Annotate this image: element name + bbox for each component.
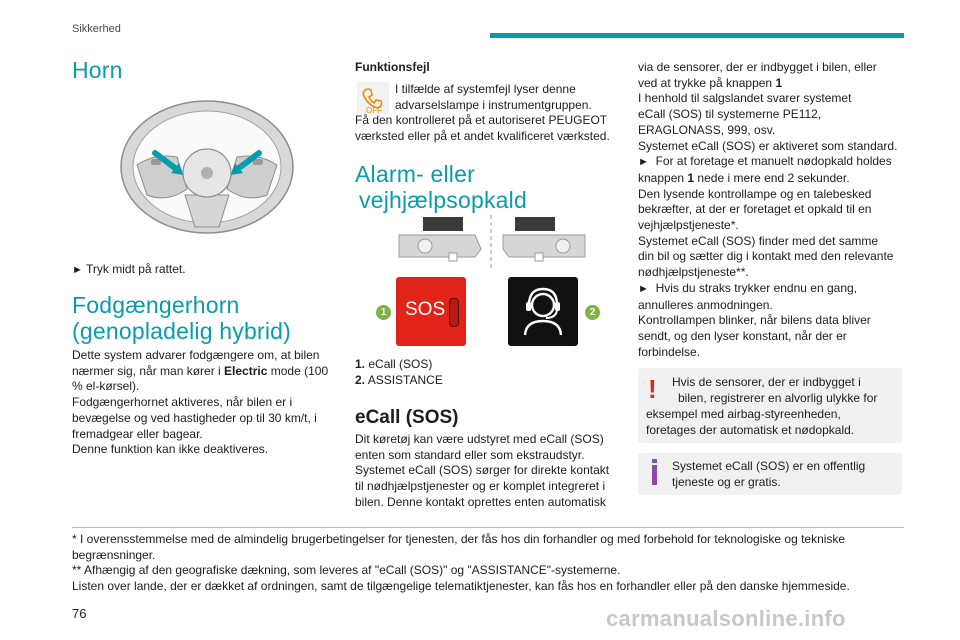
fault-title: Funktionsfejl: [355, 60, 430, 74]
sos-indicator-lamp: [449, 298, 459, 327]
sos-button-illustration: SOS: [396, 277, 466, 346]
alarm-title: Alarm- eller vejhjælpsopkald: [355, 161, 527, 213]
badge-1: 1: [376, 305, 391, 320]
pedestrian-horn-title: Fodgængerhorn (genopladelig hybrid): [72, 292, 292, 344]
info-note: Systemet eCall (SOS) er en offentlig tjeneste og er gratis.: [638, 453, 902, 495]
page-number: 76: [72, 606, 87, 621]
svg-text:OFF: OFF: [366, 106, 382, 114]
ecall-fault-warning-icon: [357, 82, 389, 114]
footnotes: * I overensstemmelse med de almindelig brugerbetingelser for tjenesten, der fås hos din forhandler og med forbehold for teknologiske og tekniske begrænsninger. ** Afhængig af den geografiske dækning, som leveres af "eCall (SOS)" og "ASSISTANCE"-systemerne. Listen over lande, der er dækket af ordningen, samt de tilgængelige telematiktjenester, kan fås hos en forhandler eller på den danske hjemmeside.: [72, 532, 850, 594]
footnote-divider: [72, 527, 904, 528]
info-icon: [652, 465, 657, 485]
list-item: 2. ASSISTANCE: [355, 372, 443, 387]
ceiling-console-illustration: [395, 213, 590, 271]
arrow-bullet-icon: ►: [638, 156, 649, 169]
assistance-button-illustration: [508, 277, 578, 346]
badge-2: 2: [585, 305, 600, 320]
arrow-bullet-icon: ►: [638, 282, 649, 295]
steering-wheel-illustration: [115, 95, 300, 235]
ecall-body-continued: via de sensorer, der er indbygget i bilen, eller ved at trykke på knappen 1 I henhold til salgslandet svarer systemet eCall (SOS) til systemerne PE112, ERAGLONASS, 999, osv. Systemet eCall (SOS) er aktiveret som standard. ► For at foretage et manuelt nødopkald holdes knappen 1 nede i mere end 2 sekunder. Den lysende kontrollampe og en talebesked bekræfter, at der er foretaget et opkald til en vejhjælpstjeneste*. Systemet eCall (SOS) finder med det samme din bil og sætter dig i kontakt med den relevante nødhjælpstjeneste**. ► Hvis du straks trykker endnu en gang, annulleres anmodningen. Kontrollampen blinker, når bilens data bliver sendt, og den lyser konstant, når der er forbindelse.: [638, 60, 898, 359]
assistance-headset-icon: [508, 277, 578, 346]
list-item: 1. eCall (SOS): [355, 357, 433, 371]
header-accent-bar: [490, 33, 904, 38]
section-header: Sikkerhed: [72, 23, 121, 35]
ecall-body: Dit køretøj kan være udstyret med eCall (SOS) enten som standard eller som ekstraudstyr. Systemet eCall (SOS) sørger for direkte kontakt til nødhjælpstjenester og er komplet integreret i bilen. Denne kontakt oprettes enten automatisk: [355, 432, 610, 509]
watermark: carmanualsonline.info: [606, 606, 846, 631]
exclamation-warning-icon: !: [648, 374, 657, 404]
button-legend-list: [355, 357, 623, 388]
pedestrian-horn-body: Dette system advarer fodgængere om, at bilen nærmer sig, når man kører i Electric mode (100 % el-kørsel). Fodgængerhornet aktiveres, når bilen er i bevægelse og ved hastigheder op til 30 km/t, i fremadgear eller bagear. Denne funktion kan ikke deaktiveres.: [72, 348, 329, 457]
fault-text: Få den kontrolleret på et autoriseret PEUGEOT værksted eller på et andet kvalificeret værksted.: [355, 113, 610, 143]
horn-instruction: ► Tryk midt på rattet.: [72, 262, 186, 276]
ecall-title: eCall (SOS): [355, 407, 459, 428]
warning-note: ! Hvis de sensorer, der er indbygget i bilen, registrerer en alvorlig ulykke for eksempel med airbag-styreenheden, foretages der automatisk et nødopkald.: [638, 368, 902, 443]
info-icon-dot: [652, 459, 657, 463]
fault-text-indented: I tilfælde af systemfejl lyser denne advarselslampe i instrumentgruppen.: [395, 82, 592, 112]
arrow-bullet-icon: ►: [72, 264, 83, 276]
horn-title: Horn: [72, 57, 123, 83]
